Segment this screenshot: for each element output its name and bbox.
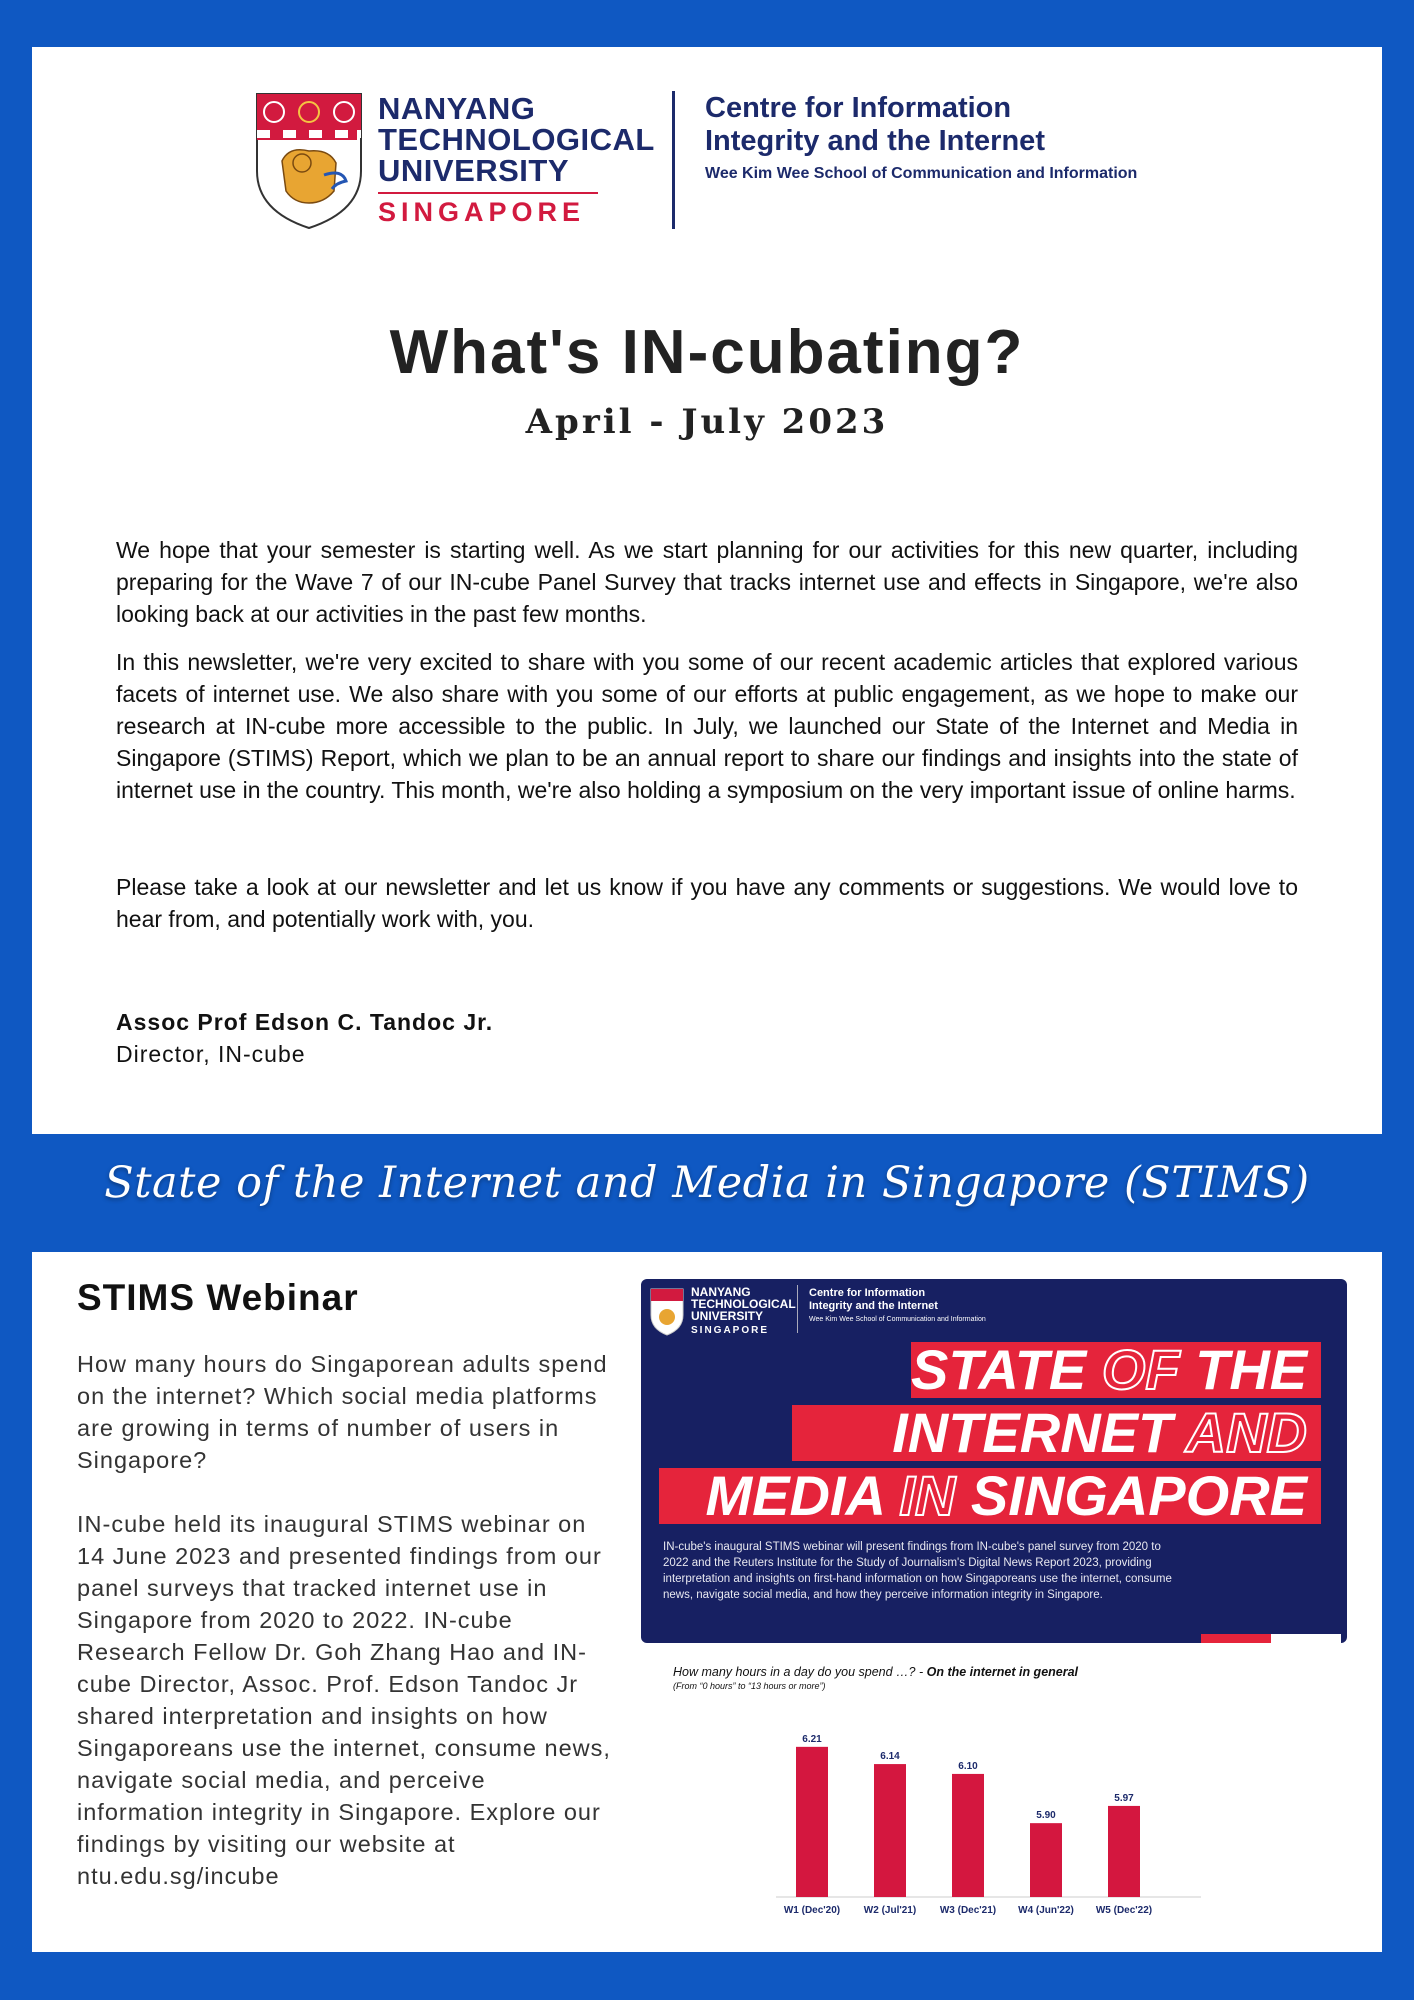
- ntu-line-3: UNIVERSITY: [378, 153, 570, 188]
- cover-word-and: AND: [1185, 1401, 1307, 1464]
- ntu-crest-logo: [254, 91, 364, 231]
- stims-section-heading: State of the Internet and Media in Singapore (STIMS): [104, 1158, 1310, 1208]
- ntu-wordmark: [378, 93, 655, 186]
- cover-word-the: THE: [1179, 1338, 1308, 1401]
- school-name: Wee Kim Wee School of Communication and Information: [705, 165, 1138, 182]
- chart-category-label-3: W3 (Dec'21): [939, 1905, 997, 1916]
- cover-centre-line-1: Centre for Information: [809, 1287, 926, 1299]
- cover-ntu-line-3: UNIVERSITY: [691, 1309, 764, 1323]
- webinar-paragraph-2: IN-cube held its inaugural STIMS webinar on 14 June 2023 and presented findings from our panel surveys that tracked internet use in Singapore from 2020 to 2022. IN-cube Research Fellow Dr. Goh Zhang Hao and IN-cube Director, Assoc. Prof. Edson Tandoc Jr shared interpretation and insights on how Singaporeans use the internet, consume news, navigate social media, and perceive information integrity in Singapore. Explore our findings by visiting our website at ntu.edu.sg/incube: [77, 1511, 611, 1889]
- intro-paragraph-3: Please take a look at our newsletter and let us know if you have any comments or suggestions. We would love to hear from, and potentially work with, you.: [116, 874, 1298, 932]
- chart-category-label-4: W4 (Jun'22): [1018, 1905, 1074, 1916]
- bar-chart-svg: [641, 1657, 1347, 1937]
- chart-title-bold: On the internet in general: [926, 1665, 1079, 1679]
- cover-word-in: IN: [899, 1464, 956, 1527]
- cover-centre-line-2: Integrity and the Internet: [809, 1300, 938, 1312]
- cover-word-state: STATE: [911, 1338, 1102, 1401]
- cover-word-of: OF: [1101, 1338, 1180, 1401]
- cover-ntu-wordmark: [691, 1286, 796, 1322]
- cover-title-band-1: [911, 1338, 1321, 1401]
- cover-word-singapore: SINGAPORE: [955, 1464, 1307, 1527]
- cover-title-band-3: [659, 1464, 1321, 1527]
- cover-school-name: Wee Kim Wee School of Communication and Information: [809, 1316, 986, 1323]
- internet-hours-chart: [641, 1657, 1347, 1937]
- newsletter-title: What's IN-cubating?: [389, 318, 1025, 387]
- webinar-text: [77, 1348, 617, 1892]
- cover-word-internet: INTERNET: [892, 1401, 1186, 1464]
- cover-description: IN-cube's inaugural STIMS webinar will present findings from IN-cube's panel survey from 2020 to 2022 and the Reuters Institute for the Study of Journalism's Digital News Report 2023, providing interpretation and insights on first-hand information on how Singaporeans use the internet, consume news, navigate social media, and how they perceive information integrity in Singapore.: [663, 1541, 1172, 1601]
- chart-category-label-1: W1 (Dec'20): [783, 1905, 841, 1916]
- intro-paragraph-2: In this newsletter, we're very excited to share with you some of our recent academic articles that explored various facets of internet use. We also share with you some of our efforts at public engagement, as we hope to make our research at IN-cube more accessible to the public. In July, we launched our State of the Internet and Media in Singapore (STIMS) Report, which we plan to be an annual report to share our findings and insights into the state of internet use in the country. This month, we're also holding a symposium on the very important issue of online harms.: [116, 649, 1298, 803]
- cover-logo-separator: [797, 1285, 798, 1333]
- chart-value-label-3: 6.10: [958, 1760, 978, 1772]
- chart-title-main: How many hours in a day do you spend …? -: [673, 1665, 927, 1679]
- cover-title-band-2: [792, 1401, 1321, 1464]
- stims-webinar-panel: [32, 1252, 1382, 1952]
- centre-name-line-1: Centre for Information: [705, 92, 1012, 124]
- chart-bar-2: [874, 1764, 906, 1897]
- ntu-line-1: NANYANG: [378, 91, 536, 126]
- logo-separator: [672, 91, 675, 229]
- signature-name: Assoc Prof Edson C. Tandoc Jr.: [116, 1009, 494, 1035]
- cover-footer-stripe: [1201, 1634, 1341, 1643]
- cover-ntu-line-2: TECHNOLOGICAL: [691, 1297, 796, 1311]
- ntu-divider-line: [378, 192, 598, 194]
- newsletter-date-range: April - July 2023: [525, 402, 889, 442]
- chart-value-label-4: 5.90: [1036, 1810, 1056, 1822]
- intro-paragraph-1: We hope that your semester is starting well. As we start planning for our activities for this new quarter, including preparing for the Wave 7 of our IN-cube Panel Survey that tracks internet use and effects in Singapore, we're also looking back at our activities in the past few months.: [116, 537, 1298, 627]
- cover-ntu-singapore: SINGAPORE: [691, 1325, 770, 1336]
- chart-value-label-5: 5.97: [1114, 1792, 1134, 1804]
- webinar-paragraph-1: How many hours do Singaporean adults spend on the internet? Which social media platforms are growing in terms of number of users in Singapore?: [77, 1351, 608, 1473]
- chart-subtitle: (From “0 hours” to “13 hours or more”): [673, 1681, 826, 1691]
- cover-ntu-line-1: NANYANG: [691, 1285, 751, 1299]
- centre-name-line-2: Integrity and the Internet: [705, 125, 1045, 157]
- chart-value-label-1: 6.21: [802, 1733, 822, 1745]
- chart-bar-3: [952, 1774, 984, 1897]
- intro-panel: [32, 47, 1382, 1134]
- chart-category-label-5: W5 (Dec'22): [1095, 1905, 1153, 1916]
- chart-bar-5: [1108, 1806, 1140, 1897]
- webinar-heading: STIMS Webinar: [77, 1277, 359, 1318]
- ntu-line-2: TECHNOLOGICAL: [378, 122, 655, 157]
- chart-category-label-2: W2 (Jul'21): [863, 1905, 917, 1916]
- stims-report-cover: [641, 1279, 1347, 1643]
- cover-ntu-crest-logo: [649, 1287, 685, 1337]
- chart-value-label-2: 6.14: [880, 1751, 900, 1763]
- chart-bar-1: [796, 1747, 828, 1897]
- chart-bar-4: [1030, 1823, 1062, 1897]
- signature-role: Director, IN-cube: [116, 1041, 306, 1067]
- cover-word-media: MEDIA: [705, 1464, 900, 1527]
- ntu-singapore: SINGAPORE: [378, 197, 586, 227]
- cover-centre-name: [809, 1287, 986, 1326]
